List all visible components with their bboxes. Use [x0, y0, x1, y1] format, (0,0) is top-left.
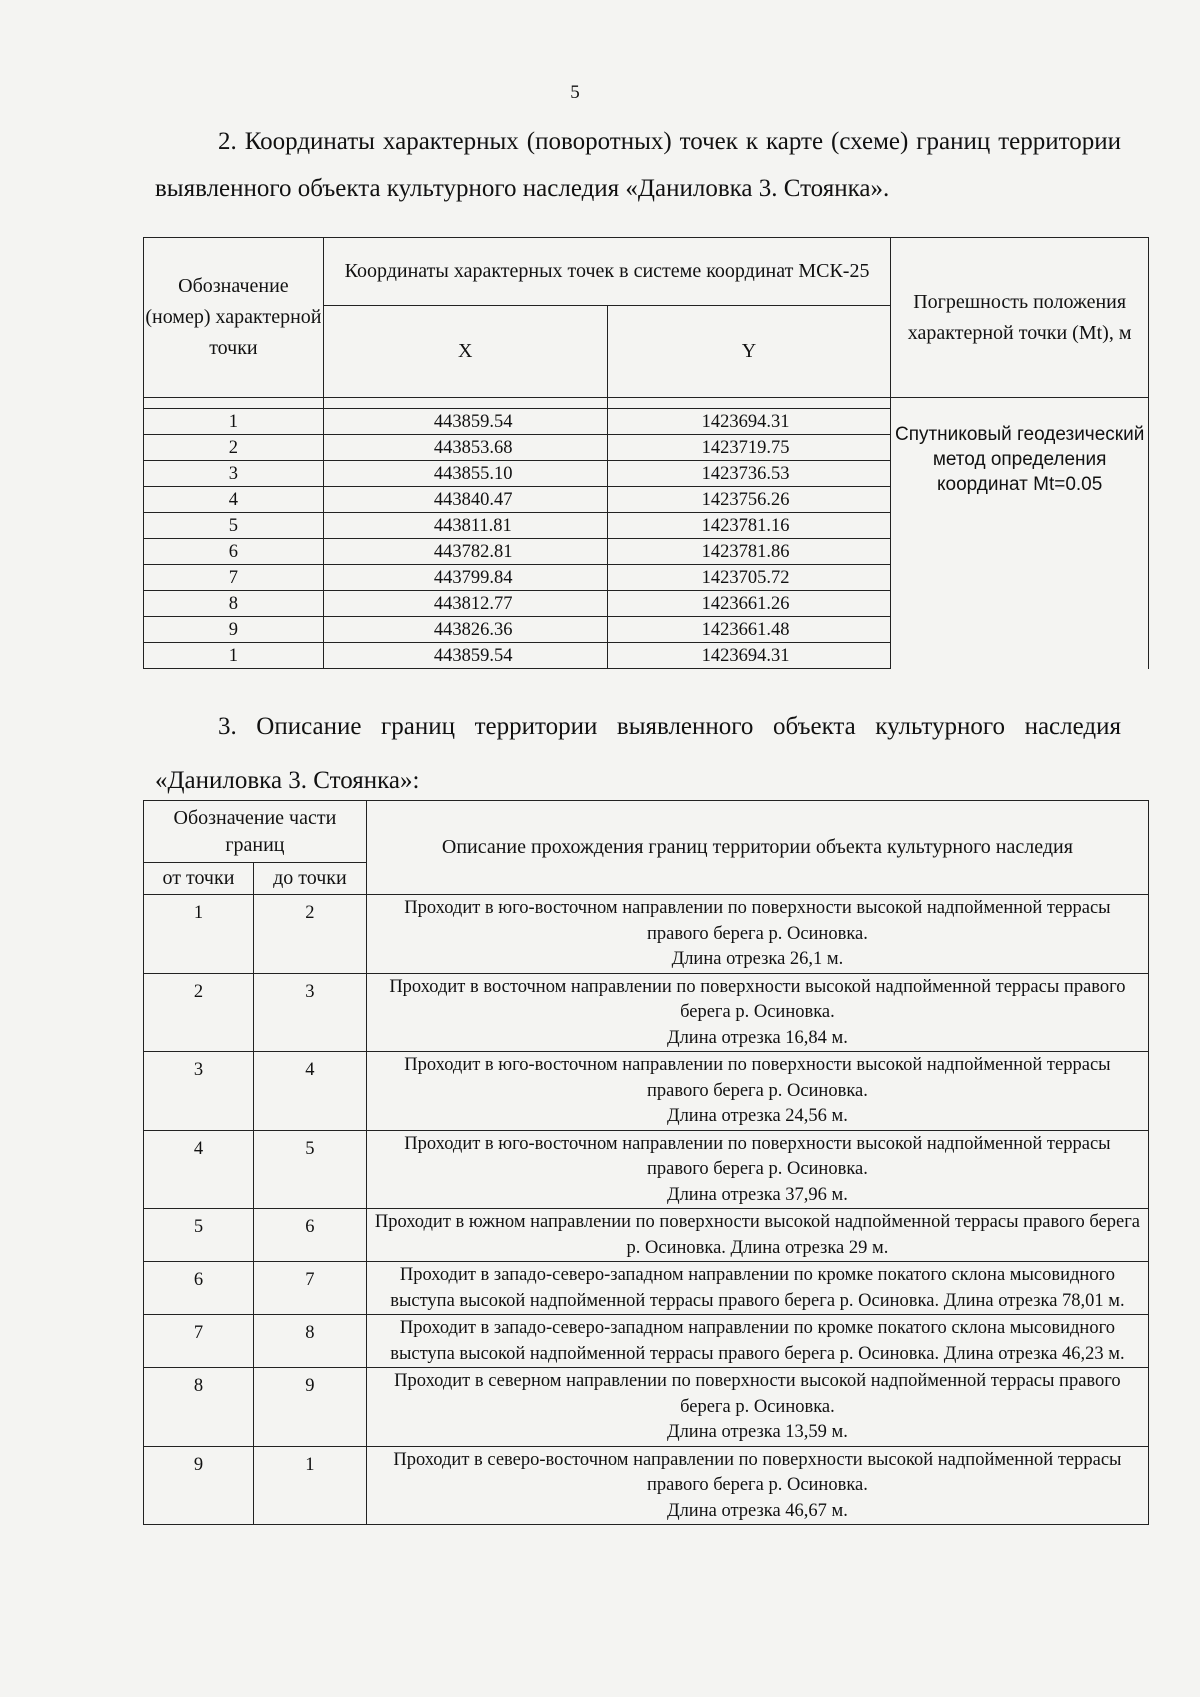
header-part: Обозначение части границ: [144, 801, 367, 863]
segment-text: Проходит в северо-восточном направлении по поверхности высокой надпойменной террасы правого берега р. Осиновка.: [393, 1449, 1122, 1495]
point-number: 1: [144, 643, 324, 669]
segment-text: Проходит в юго-восточном направлении по поверхности высокой надпойменной террасы правого берега р. Осиновка.: [404, 1055, 1111, 1101]
section2-heading: 2. Координаты характерных (поворотных) точек к карте (схеме) границ территории выявленного объекта культурного наследия «Даниловка 3. Стоянка».: [155, 128, 1121, 202]
point-from: 7: [144, 1315, 254, 1368]
coord-y: 1423781.16: [607, 513, 891, 539]
coord-x: 443859.54: [323, 643, 607, 669]
coord-x: 443859.54: [323, 409, 607, 435]
segment-description: [366, 973, 1148, 1052]
segment-description: [366, 1130, 1148, 1209]
coord-x: 443812.77: [323, 591, 607, 617]
segment-description: [366, 1262, 1148, 1315]
table-row: [144, 1315, 1149, 1368]
segment-length: Длина отрезка 13,59 м.: [666, 1422, 848, 1442]
section3-heading: 3. Описание границ территории выявленного объекта культурного наследия «Даниловка 3. Стоянка»:: [155, 713, 1121, 794]
method-cell: Спутниковый геодезический метод определения координат Mt=0.05: [891, 398, 1149, 669]
table-row: [144, 1446, 1149, 1525]
header-x: X: [323, 306, 607, 398]
point-from: 1: [144, 895, 254, 974]
point-number: 3: [144, 461, 324, 487]
point-number: 1: [144, 409, 324, 435]
header-y: Y: [607, 306, 891, 398]
coord-x: 443840.47: [323, 487, 607, 513]
segment-text: Проходит в северном направлении по поверхности высокой надпойменной террасы правого берега р. Осиновка.: [394, 1371, 1121, 1417]
header-point: Обозначение (номер) характерной точки: [144, 238, 324, 398]
point-from: 5: [144, 1209, 254, 1262]
point-to: 6: [253, 1209, 366, 1262]
point-number: 8: [144, 591, 324, 617]
coord-y: 1423694.31: [607, 409, 891, 435]
point-from: 2: [144, 973, 254, 1052]
segment-length: Длина отрезка 37,96 м.: [666, 1184, 848, 1205]
coord-y: 1423756.26: [607, 487, 891, 513]
point-number: 9: [144, 617, 324, 643]
point-number: 4: [144, 487, 324, 513]
point-to: 5: [253, 1130, 366, 1209]
coord-y: 1423781.86: [607, 539, 891, 565]
point-to: 4: [253, 1052, 366, 1131]
point-number: 2: [144, 435, 324, 461]
point-from: 8: [144, 1368, 254, 1447]
coord-y: 1423661.48: [607, 617, 891, 643]
segment-text: Проходит в юго-восточном направлении по поверхности высокой надпойменной террасы правого берега р. Осиновка.: [404, 1133, 1111, 1179]
segment-length: Длина отрезка 26,1 м.: [671, 949, 844, 969]
header-coords: Координаты характерных точек в системе координат МСК-25: [323, 238, 890, 306]
page-number: 5: [570, 82, 580, 103]
segment-text: Проходит в западо-северо-западном направлении по кромке покатого склона мысовидного выступа высокой надпойменной террасы правого берега р. Осиновка. Длина отрезка 46,23 м.: [390, 1318, 1125, 1364]
table-row: [144, 1262, 1149, 1315]
header-from: от точки: [144, 863, 254, 895]
point-number: 6: [144, 539, 324, 565]
point-to: 8: [253, 1315, 366, 1368]
segment-length: Длина отрезка 24,56 м.: [666, 1106, 848, 1126]
boundary-description-table: [143, 800, 1149, 1525]
segment-length: Длина отрезка 16,84 м.: [666, 1027, 848, 1048]
point-to: 2: [253, 895, 366, 974]
point-to: 3: [253, 973, 366, 1052]
segment-text: Проходит в юго-восточном направлении по поверхности высокой надпойменной террасы правого берега р. Осиновка.: [404, 898, 1111, 944]
coord-x: 443811.81: [323, 513, 607, 539]
coord-x: 443799.84: [323, 565, 607, 591]
point-from: 6: [144, 1262, 254, 1315]
point-from: 3: [144, 1052, 254, 1131]
coordinates-table: [143, 237, 1149, 669]
coord-y: 1423736.53: [607, 461, 891, 487]
segment-description: [366, 1368, 1148, 1447]
coord-y: 1423719.75: [607, 435, 891, 461]
point-to: 9: [253, 1368, 366, 1447]
point-number: 5: [144, 513, 324, 539]
segment-text: Проходит в западо-северо-западном направлении по кромке покатого склона мысовидного выступа высокой надпойменной террасы правого берега р. Осиновка. Длина отрезка 78,01 м.: [390, 1265, 1125, 1311]
table-row: [144, 1130, 1149, 1209]
segment-description: [366, 895, 1148, 974]
segment-text: Проходит в южном направлении по поверхности высокой надпойменной террасы правого берега р. Осиновка. Длина отрезка 29 м.: [374, 1212, 1141, 1258]
point-to: 1: [253, 1446, 366, 1525]
coord-y: 1423661.26: [607, 591, 891, 617]
coord-x: 443826.36: [323, 617, 607, 643]
point-number: 7: [144, 565, 324, 591]
table-row: [144, 1368, 1149, 1447]
segment-description: [366, 1315, 1148, 1368]
coord-y: 1423694.31: [607, 643, 891, 669]
table-row: [144, 1209, 1149, 1262]
segment-text: Проходит в восточном направлении по поверхности высокой надпойменной террасы правого берега р. Осиновка.: [389, 976, 1126, 1022]
header-to: до точки: [253, 863, 366, 895]
coord-x: 443853.68: [323, 435, 607, 461]
segment-length: Длина отрезка 46,67 м.: [666, 1500, 848, 1521]
segment-description: [366, 1052, 1148, 1131]
header-error: Погрешность положения характерной точки (Mt), м: [891, 238, 1149, 398]
coord-x: 443782.81: [323, 539, 607, 565]
header-description: Описание прохождения границ территории объекта культурного наследия: [366, 801, 1148, 895]
point-from: 9: [144, 1446, 254, 1525]
coord-x: 443855.10: [323, 461, 607, 487]
table-row: [144, 973, 1149, 1052]
segment-description: [366, 1446, 1148, 1525]
table-row: [144, 1052, 1149, 1131]
coord-y: 1423705.72: [607, 565, 891, 591]
point-from: 4: [144, 1130, 254, 1209]
point-to: 7: [253, 1262, 366, 1315]
table-row: [144, 895, 1149, 974]
segment-description: [366, 1209, 1148, 1262]
